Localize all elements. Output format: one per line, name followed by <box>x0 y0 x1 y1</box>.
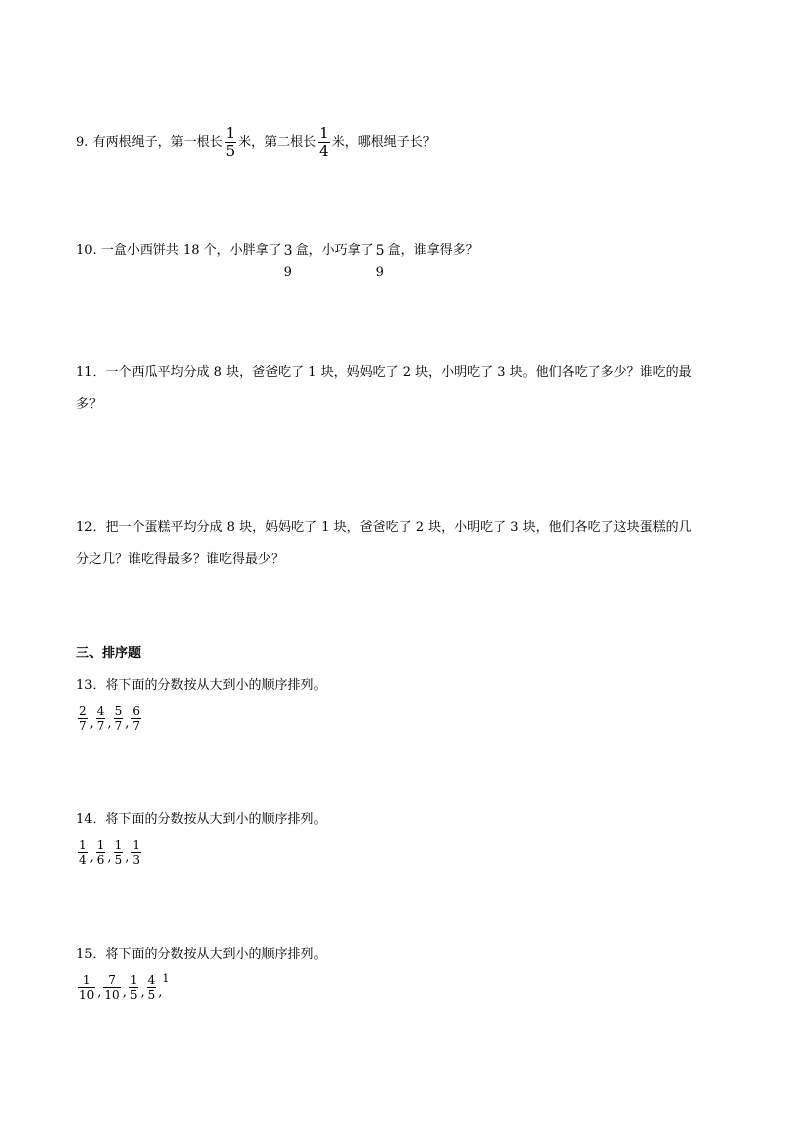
fraction <box>114 839 124 866</box>
denominator: 6 <box>96 853 105 867</box>
fraction <box>114 705 124 732</box>
denominator: 10 <box>79 988 95 1002</box>
question-12-line-1: 12．把一个蛋糕平均分成 8 块，妈妈吃了 1 块，爸爸吃了 2 块，小明吃了 3 块，他们各吃了这块蛋糕的几 <box>76 520 692 535</box>
numerator: 1 <box>225 124 236 142</box>
question-11-line-1: 11．一个西瓜平均分成 8 块，爸爸吃了 1 块，妈妈吃了 2 块，小明吃了 3 块。他们各吃了多少？谁吃的最 <box>76 365 692 380</box>
numerator: 1 <box>79 838 87 852</box>
fraction-sequence <box>76 839 143 866</box>
question-15-prompt: 15．将下面的分数按从大到小的顺序排列。 <box>76 947 327 962</box>
separator: , <box>140 985 145 1000</box>
fraction <box>374 241 388 280</box>
denominator: 4 <box>79 853 87 867</box>
denominator: 7 <box>114 719 123 733</box>
question-text: 盒，谁拿得多？ <box>387 243 479 258</box>
fraction <box>131 839 141 866</box>
question-text: 一盒小西饼共 18 个，小胖拿了 <box>100 243 282 258</box>
fraction <box>96 705 106 732</box>
denominator: 9 <box>375 265 384 280</box>
question-text: 米，哪根绳子长？ <box>331 135 436 150</box>
denominator: 10 <box>104 988 120 1002</box>
question-number: 9 <box>76 135 85 150</box>
numerator: 6 <box>132 704 140 718</box>
whole-number: 1 <box>162 972 170 985</box>
separator: , <box>107 850 112 865</box>
numerator: 1 <box>319 124 329 142</box>
fraction <box>78 974 95 1001</box>
numerator: 4 <box>147 973 156 987</box>
denominator: 5 <box>129 988 138 1002</box>
fraction-sequence <box>76 705 143 732</box>
question-number: 10 <box>76 243 93 258</box>
fraction <box>147 974 157 1001</box>
separator: , <box>125 850 130 865</box>
separator: , <box>89 850 94 865</box>
fraction-sequence <box>76 974 169 1001</box>
fraction <box>131 705 141 732</box>
question-14-fractions <box>76 836 143 866</box>
question-13-prompt: 13．将下面的分数按从大到小的顺序排列。 <box>76 678 327 693</box>
question-9 <box>76 126 436 159</box>
numerator: 7 <box>103 974 120 988</box>
denominator: 3 <box>132 853 140 867</box>
numerator: 1 <box>132 838 140 852</box>
question-14-prompt: 14．将下面的分数按从大到小的顺序排列。 <box>76 812 327 827</box>
numerator: 5 <box>114 704 123 718</box>
fraction <box>96 839 106 866</box>
question-11-line-2: 多？ <box>76 397 103 412</box>
fraction <box>78 839 88 866</box>
question-13-fractions <box>76 702 143 732</box>
denominator: 5 <box>225 142 236 160</box>
separator: , <box>122 985 127 1000</box>
fraction <box>282 241 296 280</box>
question-text: 盒，小巧拿了 <box>295 243 374 258</box>
numerator: 1 <box>114 838 123 852</box>
numerator: 1 <box>129 973 138 987</box>
separator: , <box>158 985 163 1000</box>
question-dot: . <box>92 243 97 258</box>
separator: , <box>89 716 94 731</box>
denominator: 7 <box>132 719 140 733</box>
question-text: 有两根绳子，第一根长 <box>92 135 223 150</box>
numerator: 3 <box>283 243 293 259</box>
question-10 <box>76 241 479 280</box>
numerator: 2 <box>79 704 87 718</box>
question-text: 米，第二根长 <box>238 135 317 150</box>
denominator: 4 <box>319 142 329 160</box>
fraction <box>129 974 139 1001</box>
question-dot: . <box>84 135 89 150</box>
numerator: 4 <box>96 704 105 718</box>
separator: , <box>125 716 130 731</box>
denominator: 9 <box>283 265 292 280</box>
denominator: 7 <box>79 719 87 733</box>
denominator: 5 <box>114 853 123 867</box>
separator: , <box>107 716 112 731</box>
fraction <box>318 126 330 159</box>
numerator: 1 <box>96 838 105 852</box>
fraction <box>225 126 237 159</box>
question-15-fractions <box>76 971 169 1001</box>
denominator: 7 <box>96 719 105 733</box>
fraction <box>103 974 120 1001</box>
question-12-line-2: 分之几？谁吃得最多？谁吃得最少？ <box>76 552 285 567</box>
numerator: 5 <box>375 243 385 259</box>
section-title: 三、排序题 <box>76 646 142 661</box>
separator: , <box>97 985 102 1000</box>
fraction <box>78 705 88 732</box>
numerator: 1 <box>78 974 95 988</box>
denominator: 5 <box>147 988 156 1002</box>
